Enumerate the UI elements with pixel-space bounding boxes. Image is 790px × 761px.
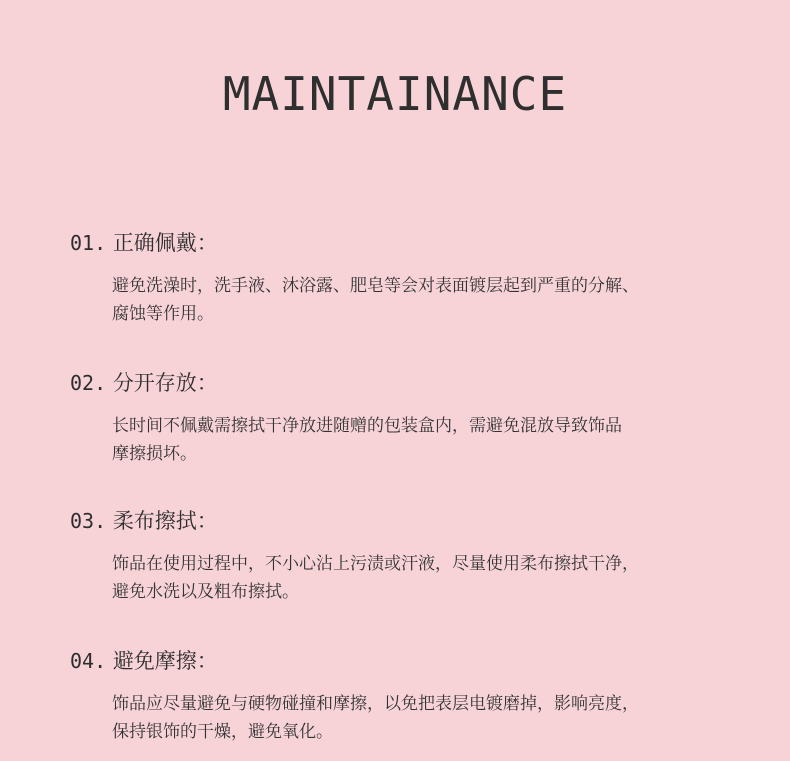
page-title: MAINTAINANCE	[222, 67, 568, 121]
section-heading	[70, 228, 750, 258]
body-line: 饰品应尽量避免与硬物碰撞和摩擦，以免把表层电镀磨掉，影响亮度，	[112, 694, 639, 714]
body-line: 腐蚀等作用。	[112, 304, 214, 324]
section-number: 01.	[70, 231, 107, 255]
section-number: 04.	[70, 649, 107, 673]
body-line: 避免水洗以及粗布擦拭。	[112, 582, 299, 602]
body-line: 摩擦损坏。	[112, 444, 197, 464]
body-line: 保持银饰的干燥，避免氧化。	[112, 722, 333, 742]
section-title: 分开存放：	[112, 371, 218, 395]
body-line: 饰品在使用过程中，不小心沾上污渍或汗液，尽量使用柔布擦拭干净，	[112, 554, 639, 574]
section-heading	[70, 506, 750, 536]
care-section-storage	[70, 368, 750, 468]
care-section-wearing	[70, 228, 750, 328]
section-title: 正确佩戴：	[112, 231, 218, 255]
section-number: 03.	[70, 509, 107, 533]
section-heading	[70, 646, 750, 676]
section-title: 柔布擦拭：	[112, 509, 218, 533]
section-body	[112, 272, 752, 328]
care-section-wiping	[70, 506, 750, 606]
care-section-friction	[70, 646, 750, 746]
section-body	[112, 412, 752, 468]
body-line: 避免洗澡时，洗手液、沐浴露、肥皂等会对表面镀层起到严重的分解、	[112, 276, 639, 296]
section-body	[112, 690, 752, 746]
section-heading	[70, 368, 750, 398]
section-title: 避免摩擦：	[112, 649, 218, 673]
section-body	[112, 550, 752, 606]
body-line: 长时间不佩戴需擦拭干净放进随赠的包装盒内，需避免混放导致饰品	[112, 416, 622, 436]
section-number: 02.	[70, 371, 107, 395]
